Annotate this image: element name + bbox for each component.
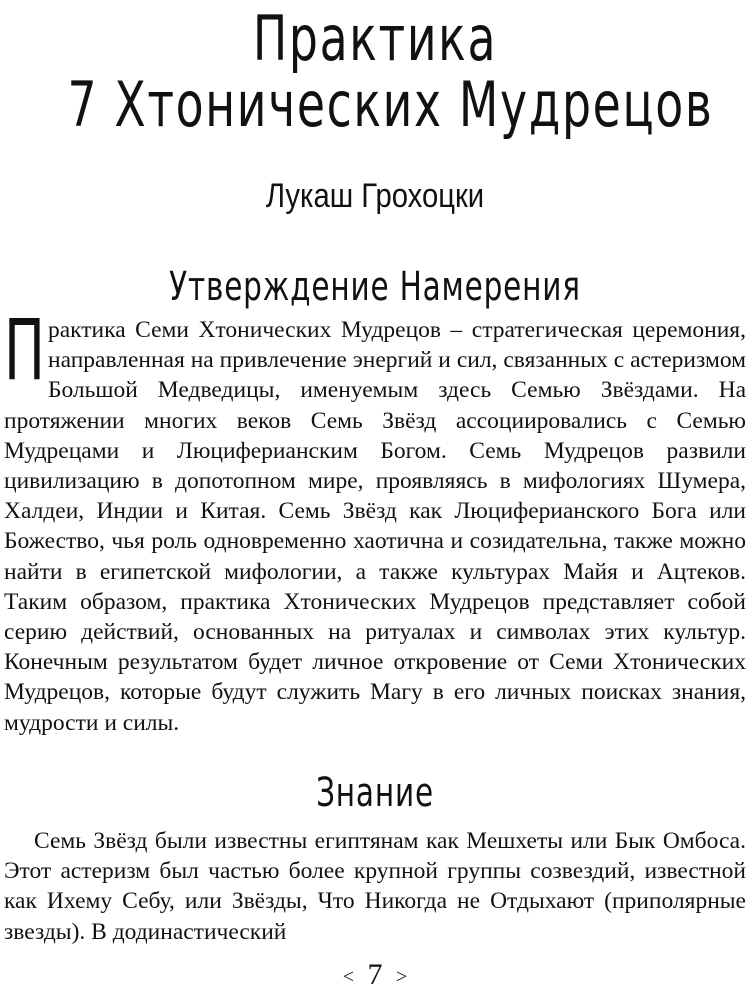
title-line-2: 7 Хтонических Мудрецов [67,68,714,141]
drop-cap-letter: П [4,301,45,399]
book-title [0,2,750,141]
paragraph-intention [4,301,746,738]
paragraph-knowledge: Семь Звёзд были известны египтянам как Мешхеты или Бык Омбоса. Этот астеризм был частью более крупной группы созвездий, известной как Ихему Себу, или Звёзды, Что Никогда не Отдыхают (приполярные звезды). В додинастический [4,828,746,945]
section-heading-knowledge: Знание [316,770,434,816]
folio-left-bracket: < [342,966,354,989]
paragraph-intention-text: рактика Семи Хтонических Мудрецов – стратегическая церемония, направленная на привлечение энергий и сил, связанных с астеризмом Большой Медведицы, именуемым здесь Семью Звёздами. На протяжении многих веков Семь Звёзд ассоциировались с Семью Мудрецами и Люциферианским Богом. Семь Мудрецов развили цивилизацию в допотопном мире, проявляясь в мифологиях Шумера, Халдеи, Индии и Китая. Семь Звёзд как Люциферианского Бога или Божество, чья роль одновременно хаотична и созидательна, также можно найти в египетской мифологии, а также культурах Майя и Ацтеков. Таким образом, практика Хтонических Мудрецов представляет собой серию действий, основанных на ритуалах и символах этих культур. Конечным результатом будет личное откровение от Семи Хтонических Мудрецов, которые будут служить Магу в его личных поисках знания, мудрости и силы. [4,317,746,736]
page-number [0,958,750,994]
title-line-1: Практика [252,2,498,75]
folio-number: 7 [367,958,383,991]
section-heading-intention: Утверждение Намерения [169,264,581,310]
author-name: Лукаш Грохоцки [265,177,485,215]
folio-right-bracket: > [396,966,408,989]
